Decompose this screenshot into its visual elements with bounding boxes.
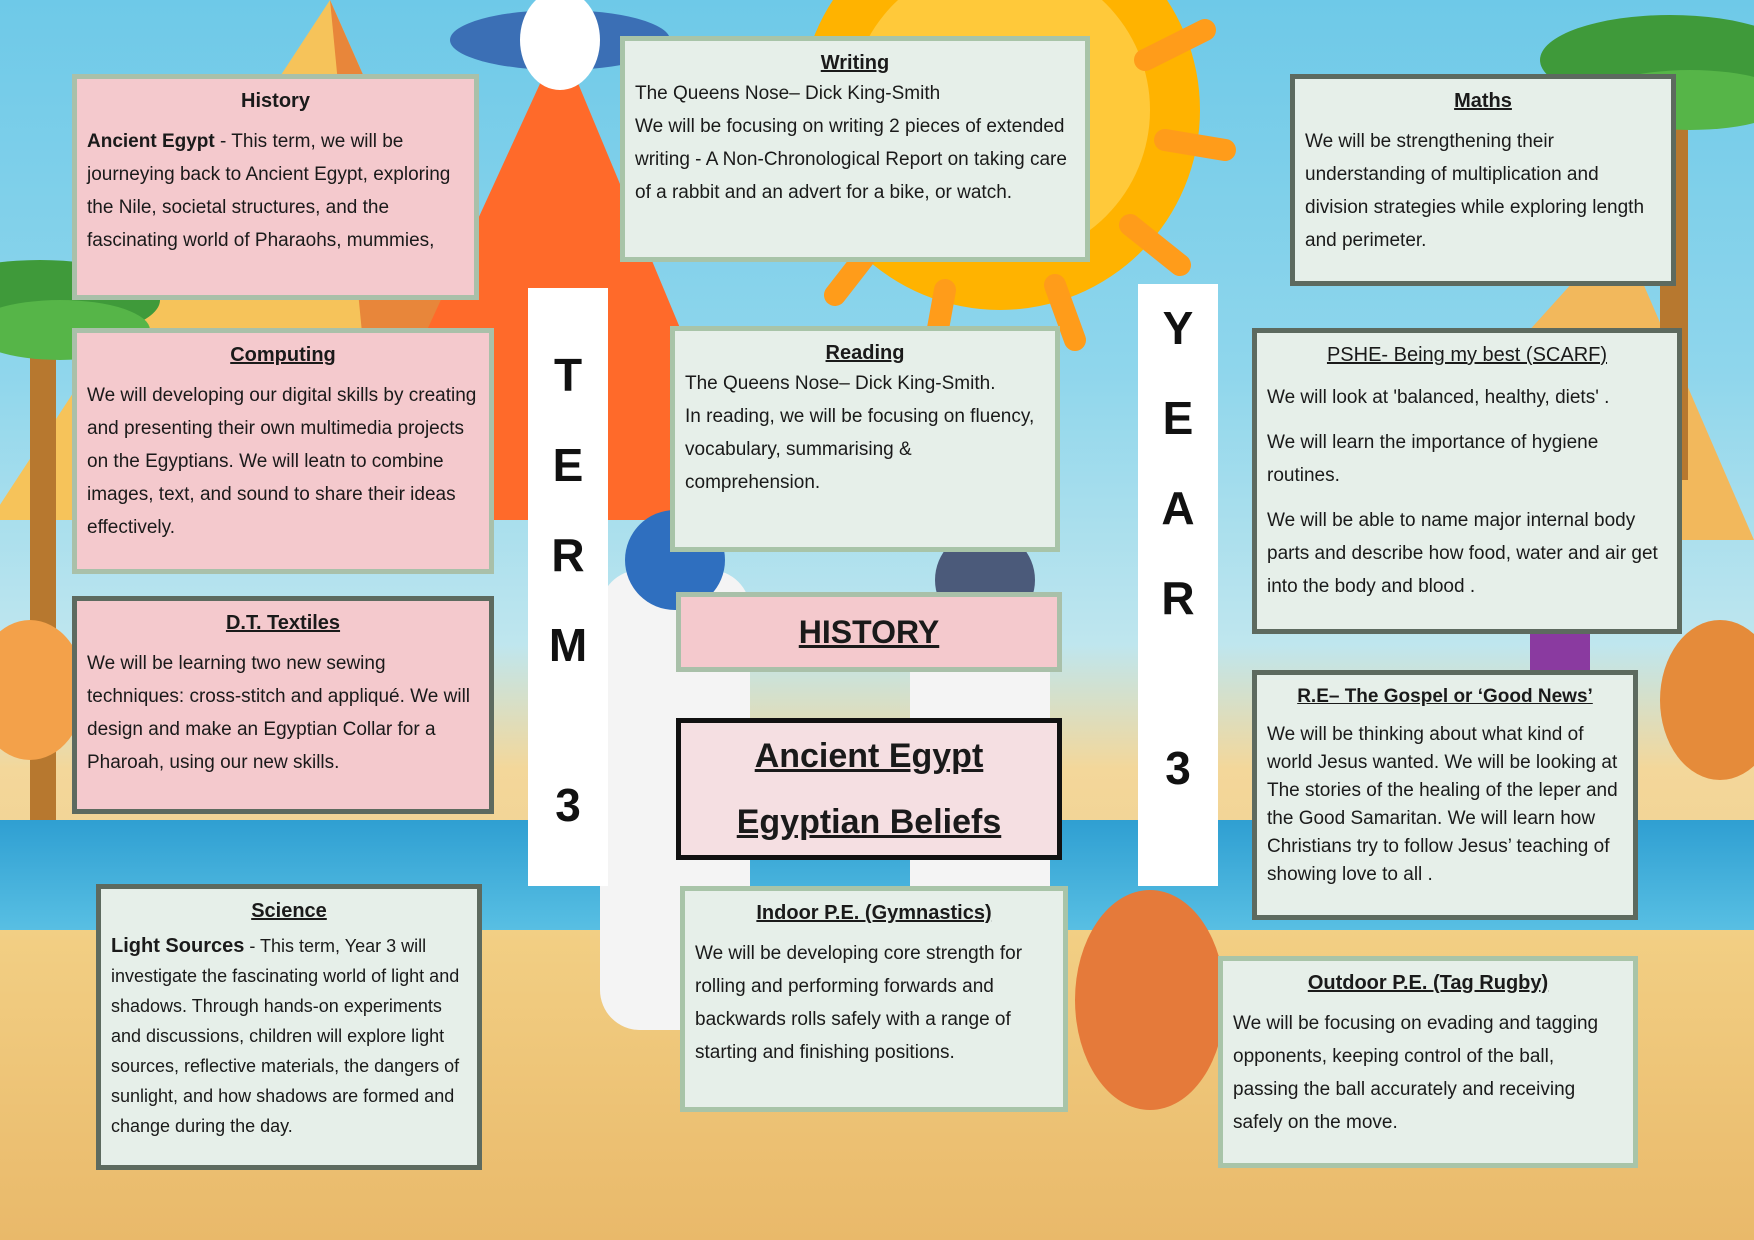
indoor-pe-heading: Indoor P.E. (Gymnastics) — [756, 902, 992, 924]
computing-text: We will developing our digital skills by creating and presenting their own multimedia projects on the Egyptians. We will leatn to combine images, text, and sound to share their ideas effectively. — [87, 385, 477, 538]
writing-heading: Writing — [820, 52, 890, 74]
year-number: 3 — [1165, 742, 1191, 794]
maths-text: We will be strengthening their understanding of multiplication and division strategies while exploring length and perimeter. — [1305, 131, 1645, 251]
maths-heading: Maths — [1454, 90, 1512, 112]
science-bold: Light Sources — [111, 935, 245, 957]
year-letter-y: Y — [1162, 302, 1194, 354]
term-letter-e: E — [552, 439, 584, 491]
computing-box — [72, 328, 494, 574]
history-box — [72, 74, 479, 300]
history-text: Ancient Egypt - This term, we will be journeying back to Ancient Egypt, exploring the Nile, societal structures, and the fascinating world of Pharaohs, mummies, — [87, 131, 451, 251]
year-letter-r: R — [1161, 572, 1195, 624]
dt-heading: D.T. Textiles — [225, 612, 341, 634]
reading-box — [670, 326, 1060, 552]
pshe-para-2: We will learn the importance of hygiene routines. — [1267, 432, 1599, 486]
reading-line1: The Queens Nose– Dick King-Smith. — [685, 373, 996, 394]
indoor-pe-box — [680, 886, 1068, 1112]
term-letter-r: R — [551, 529, 585, 581]
writing-line2: We will be focusing on writing 2 pieces of extended writing - A Non-Chronological Report on taking care of a rabbit and an advert for a bike, or watch. — [635, 116, 1067, 203]
dt-textiles-box — [72, 596, 494, 814]
year-letter-a: A — [1161, 482, 1195, 534]
term-number: 3 — [555, 779, 581, 831]
re-heading: R.E– The Gospel or ‘Good News’ — [1297, 686, 1593, 707]
outdoor-pe-box — [1218, 956, 1638, 1168]
topic-title-box — [676, 718, 1062, 860]
term-banner-letters — [528, 330, 608, 850]
outdoor-pe-heading: Outdoor P.E. (Tag Rugby) — [1307, 972, 1549, 994]
term-letter-t: T — [553, 349, 583, 401]
re-text: We will be thinking about what kind of world Jesus wanted. We will be looking at The stories of the healing of the leper and the Good Samaritan. We will learn how Christians try to follow Jesus’ teaching of showing love to all . — [1267, 724, 1618, 885]
dt-text: We will be learning two new sewing techniques: cross-stitch and appliqué. We will design and make an Egyptian Collar for a Pharoah, using our new skills. — [87, 653, 471, 773]
subject-title: HISTORY — [676, 592, 1062, 672]
year-banner-letters — [1138, 283, 1218, 813]
computing-heading: Computing — [230, 344, 336, 366]
indoor-pe-text: We will be developing core strength for rolling and performing forwards and backwards rolls safely with a range of starting and finishing positions. — [695, 943, 1023, 1063]
reading-heading: Reading — [825, 342, 905, 364]
topic-line-2: Egyptian Beliefs — [736, 803, 1002, 841]
pshe-box — [1252, 328, 1682, 634]
outdoor-pe-text: We will be focusing on evading and tagging opponents, keeping control of the ball, passing the ball accurately and receiving safely on the move. — [1233, 1013, 1599, 1133]
reading-line2: In reading, we will be focusing on fluency, vocabulary, summarising & comprehension. — [685, 406, 1035, 493]
science-box — [96, 884, 482, 1170]
pshe-para-3: We will be able to name major internal body parts and describe how food, water and air get into the body and blood . — [1267, 510, 1658, 597]
history-heading: History — [241, 90, 310, 112]
topic-line-1: Ancient Egypt — [754, 737, 984, 775]
science-heading: Science — [251, 900, 327, 922]
science-text: Light Sources - This term, Year 3 will investigate the fascinating world of light and shadows. Through hands-on experiments and discussions, children will explore light sources, reflective materials, the dangers of sunlight, and how shadows are formed and change during the day. — [111, 935, 460, 1136]
term-letter-m: M — [548, 619, 588, 671]
maths-box — [1290, 74, 1676, 286]
pshe-para-1: We will look at 'balanced, healthy, diets' . — [1267, 387, 1610, 408]
re-box — [1252, 670, 1638, 920]
history-bold: Ancient Egypt — [87, 131, 215, 152]
writing-box — [620, 36, 1090, 262]
year-letter-e: E — [1162, 392, 1194, 444]
pshe-heading: PSHE- Being my best (SCARF) — [1326, 344, 1608, 366]
writing-line1: The Queens Nose– Dick King-Smith — [635, 83, 941, 104]
